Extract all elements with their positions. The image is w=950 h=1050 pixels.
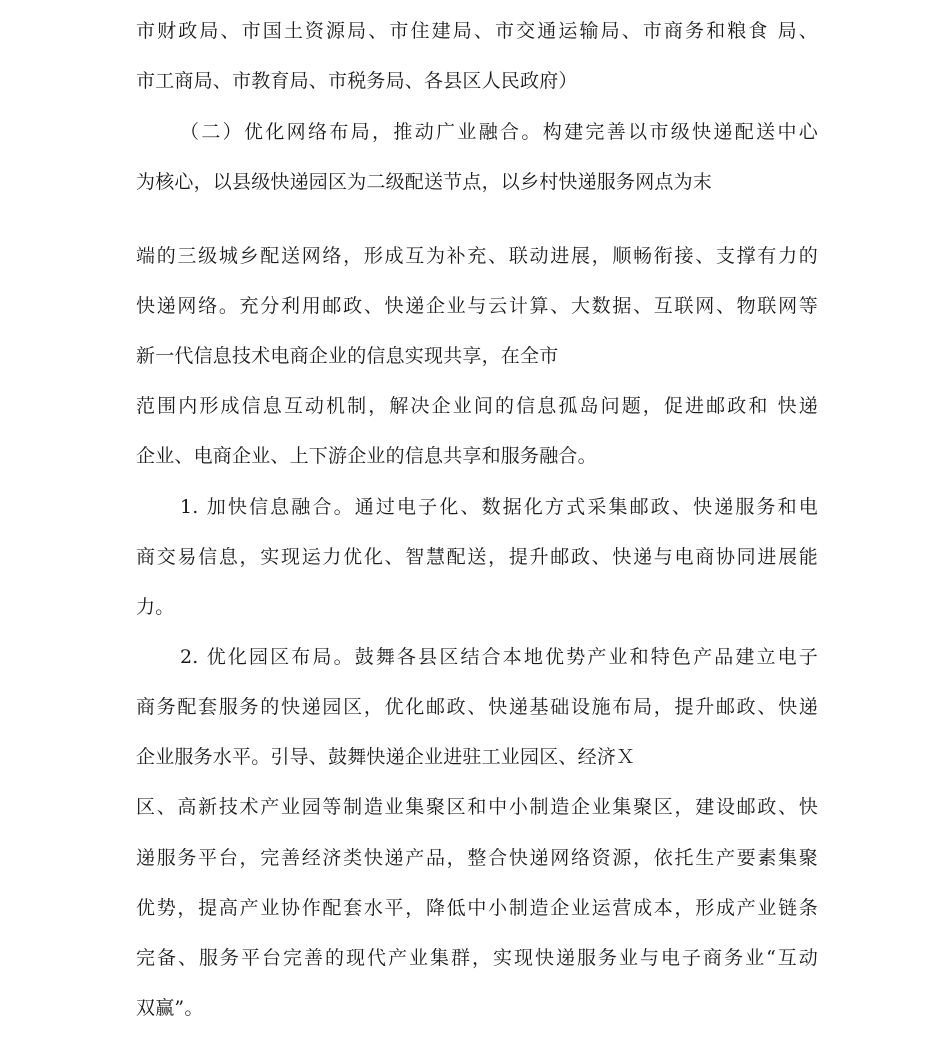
text-line: 优势，提高产业协作配套水平，降低中小制造企业运营成本，形成产业链条 [136,897,818,919]
text-line: 完备、服务平台完善的现代产业集群，实现快递服务业与电子商务业“互动 [136,947,818,969]
text-line: 新一代信息技术电商企业的信息实现共享，在全市 [136,345,559,367]
text-line: 1. 加快信息融合。通过电子化、数据化方式采集邮政、快递服务和电 [180,496,818,518]
text-line: 范围内形成信息互动机制，解决企业间的信息孤岛问题，促进邮政和 快递 [136,395,818,417]
text-line: 为核心，以县级快递园区为二级配送节点，以乡村快递服务网点为末 [136,171,713,193]
text-line: 商交易信息，实现运力优化、智慧配送，提升邮政、快递与电商协同进展能 [136,546,818,568]
text-line: 2. 优化园区布局。鼓舞各县区结合本地优势产业和特色产品建立电子 [180,646,818,668]
text-line: 端的三级城乡配送网络，形成互为补充、联动进展，顺畅衔接、支撑有力的 [136,245,818,267]
text-line: 市工商局、市教育局、市税务局、各县区人民政府） [136,70,578,92]
text-line: 企业、电商企业、上下游企业的信息共享和服务融合。 [136,445,597,467]
text-line: 双赢”。 [136,997,204,1019]
text-line: 快递网络。充分利用邮政、快递企业与云计算、大数据、互联网、物联网等 [136,295,818,317]
text-line: 市财政局、市国土资源局、市住建局、市交通运输局、市商务和粮食 局、 [136,20,818,42]
text-line: （二）优化网络布局，推动广业融合。构建完善以市级快递配送中心 [180,121,818,143]
text-line: 企业服务水平。引导、鼓舞快递企业进驻工业园区、经济Ｘ [136,746,636,768]
text-line: 区、高新技术产业园等制造业集聚区和中小制造企业集聚区，建设邮政、快 [136,796,818,818]
text-line: 商务配套服务的快递园区，优化邮政、快递基础设施布局，提升邮政、快递 [136,696,818,718]
text-line: 力。 [136,596,175,618]
text-line: 递服务平台，完善经济类快递产品，整合快递网络资源，依托生产要素集聚 [136,847,818,869]
